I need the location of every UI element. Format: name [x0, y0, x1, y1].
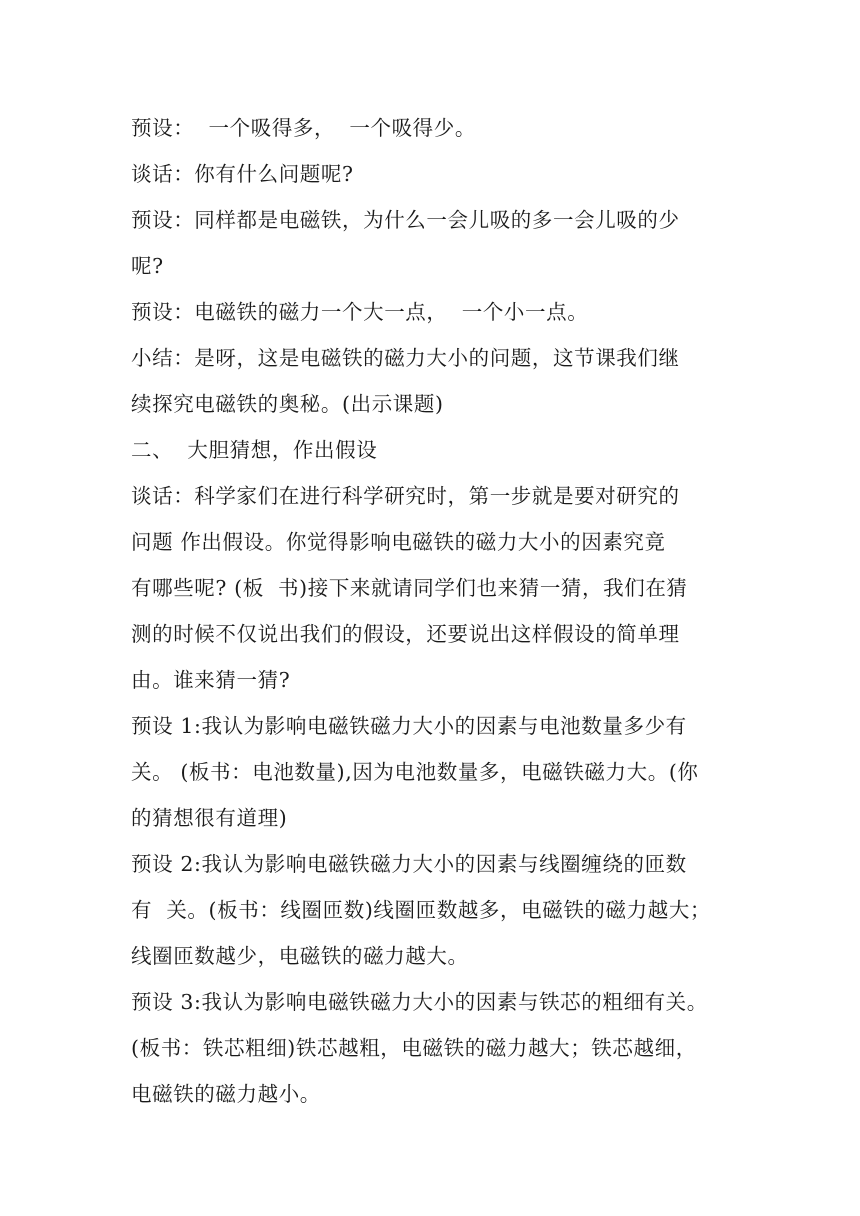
text-line-3: 预设：同样都是电磁铁，为什么一会儿吸的多一会儿吸的少 [131, 208, 680, 232]
text-line-6: 小结：是呀，这是电磁铁的磁力大小的问题，这节课我们继 [131, 346, 680, 370]
text-line-18: 有 关。(板书：线圈匝数)线圈匝数越多，电磁铁的磁力越大； [131, 898, 712, 922]
text-line-20: 预设 3:我认为影响电磁铁磁力大小的因素与铁芯的粗细有关。 [131, 990, 708, 1014]
section-heading: 二、 大胆猜想，作出假设 [131, 438, 378, 462]
text-line-7: 续探究电磁铁的奥秘。(出示课题) [131, 392, 444, 416]
text-line-4: 呢? [131, 254, 164, 278]
text-line-1: 预设： 一个吸得多， 一个吸得少。 [131, 116, 476, 140]
text-line-15: 关。 (板书：电池数量),因为电池数量多，电磁铁磁力大。(你 [131, 760, 699, 784]
text-line-16: 的猜想很有道理) [131, 806, 288, 830]
text-line-11: 有哪些呢? (板 书)接下来就请同学们也来猜一猜，我们在猜 [131, 576, 688, 600]
text-line-19: 线圈匝数越少，电磁铁的磁力越大。 [131, 944, 469, 968]
text-line-9: 谈话：科学家们在进行科学研究时，第一步就是要对研究的 [131, 484, 680, 508]
text-line-5: 预设：电磁铁的磁力一个大一点， 一个小一点。 [131, 300, 589, 324]
text-line-13: 由。谁来猜一猜? [131, 668, 291, 692]
text-line-10: 问题 作出假设。你觉得影响电磁铁的磁力大小的因素究竟 [131, 530, 666, 554]
text-line-2: 谈话：你有什么问题呢? [131, 162, 354, 186]
text-line-22: 电磁铁的磁力越小。 [131, 1082, 321, 1106]
text-line-12: 测的时候不仅说出我们的假设，还要说出这样假设的简单理 [131, 622, 680, 646]
text-line-21: (板书：铁芯粗细)铁芯越粗，电磁铁的磁力越大；铁芯越细， [131, 1036, 697, 1060]
document-body [131, 110, 751, 1112]
text-line-17: 预设 2:我认为影响电磁铁磁力大小的因素与线圈缠绕的匝数 [131, 852, 687, 876]
text-line-14: 预设 1:我认为影响电磁铁磁力大小的因素与电池数量多少有 [131, 714, 687, 738]
